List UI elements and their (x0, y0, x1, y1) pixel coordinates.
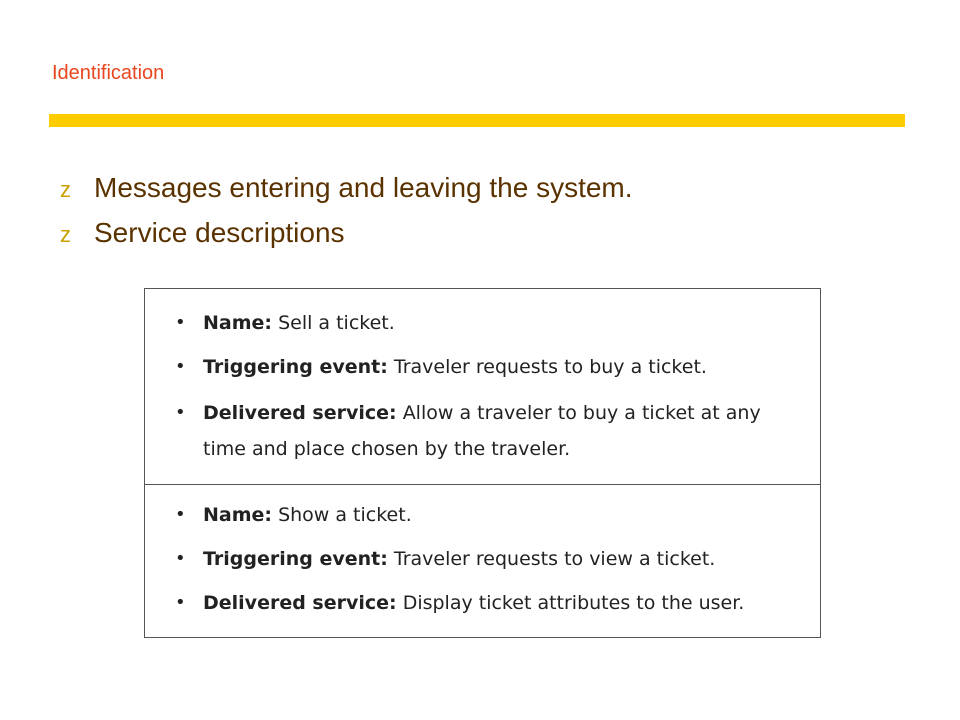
delivered-label: Delivered service: (203, 402, 397, 424)
bullet-dot-icon: • (175, 356, 186, 377)
name-label: Name: (203, 504, 273, 526)
trigger-label: Triggering event: (203, 548, 388, 570)
main-bullet-list (60, 172, 633, 262)
service-section-sell (145, 289, 820, 484)
service-name-item (175, 497, 808, 533)
service-descriptions-box (144, 288, 821, 638)
bullet-dot-icon: • (175, 592, 186, 613)
service-trigger-item (175, 541, 808, 577)
service-trigger-item (175, 349, 808, 385)
trigger-value: Traveler requests to view a ticket. (393, 548, 716, 570)
trigger-label: Triggering event: (203, 356, 388, 378)
name-value: Sell a ticket. (278, 312, 395, 334)
service-section-show (145, 484, 820, 640)
bullet-text: Service descriptions (94, 217, 345, 248)
service-name-item (175, 305, 808, 341)
slide-title: Identification (52, 62, 165, 84)
bullet-dot-icon: • (175, 504, 186, 525)
bullet-dot-icon: • (175, 402, 186, 423)
service-delivered-item (175, 395, 808, 467)
trigger-value: Traveler requests to buy a ticket. (393, 356, 707, 378)
name-label: Name: (203, 312, 273, 334)
bullet-dot-icon: • (175, 548, 186, 569)
delivered-value: Display ticket attributes to the user. (402, 592, 745, 614)
service-delivered-item (175, 585, 808, 621)
bullet-marker-icon: z (60, 222, 71, 247)
delivered-value: Allow a traveler to buy a ticket at any time and place chosen by the traveler. (203, 402, 761, 460)
bullet-marker-icon: z (60, 177, 71, 202)
bullet-item (60, 217, 633, 262)
bullet-text: Messages entering and leaving the system. (94, 172, 633, 203)
delivered-label: Delivered service: (203, 592, 397, 614)
title-divider (49, 114, 905, 127)
bullet-item (60, 172, 633, 217)
name-value: Show a ticket. (278, 504, 412, 526)
bullet-dot-icon: • (175, 312, 186, 333)
